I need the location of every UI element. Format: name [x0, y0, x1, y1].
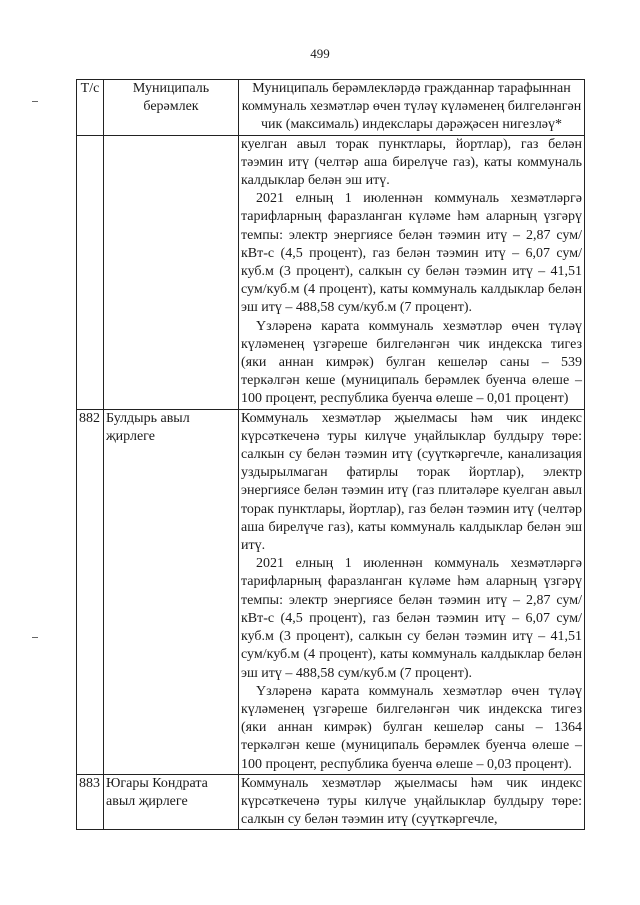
description-paragraph: 2021 елның 1 июленнән коммуналь хезмәтләргә тарифларның фаразланган күләме һәм аларның үзгәрү темпы: электр энергиясе белән тәэмин итү – 2,87 сум/кВт-с (4,5 процент), газ белән тәэмин итү – 6,07 сум/куб.м (3 процент), салкын су белән тәэмин итү – 41,51 сум/куб.м (4 процент), каты коммуналь калдыклар белән эш итү – 488,58 сум/куб.м (7 процент).: [241, 191, 582, 316]
description-paragraph: Үзләренә карата коммуналь хезмәтләр өчен түләү күләменең үзгәреше билгеләнгән чик индекска тигез (яки аннан кимрәк) булган кешеләр саны – 539 теркәлгән кеше (муниципаль берәмлек буенча өлеше – 100 процент, республика буенча өлеше – 0,01 процент): [241, 318, 582, 407]
row-description: [239, 409, 585, 774]
row-num: 882: [77, 409, 104, 774]
description-paragraph: Үзләренә карата коммуналь хезмәтләр өчен түләү күләменең үзгәреше билгеләнгән чик индекска тигез (яки аннан кимрәк) булган кешеләр саны – 1364 теркәлгән кеше (муниципаль берәмлек буенча өлеше – 100 процент, республика буенча өлеше – 0,03 процент).: [241, 683, 582, 772]
row-num: 883: [77, 774, 104, 830]
table-header-row: [77, 80, 585, 136]
row-num: [77, 135, 104, 409]
description-paragraph: Коммуналь хезмәтләр җыелмасы һәм чик индекс күрсәткеченә туры килүче уңайлыклар булдыру төре: салкын су белән тәэмин итү (суүткәргечле, канализация уздырылмаган фатирлы торак йортлар), электр энергиясе белән тәэмин итү (газ плитәләре куелган авыл торак пунктлары, йортлар), газ белән тәэмин итү (челтәр аша бирелүче газ), каты коммуналь калдыклар белән эш итү.: [241, 410, 582, 554]
row-description: [239, 774, 585, 830]
row-municipality: [104, 135, 239, 409]
table-row: [77, 409, 585, 774]
margin-mark: [32, 101, 38, 102]
description-paragraph: Коммуналь хезмәтләр җыелмасы һәм чик индекс күрсәткеченә туры килүче уңайлыклар булдыру төре: салкын су белән тәэмин итү (суүткәргечле,: [241, 775, 582, 828]
table-row: [77, 135, 585, 409]
header-municipality: Муниципаль берәмлек: [104, 80, 239, 136]
tariff-table: [76, 79, 585, 830]
description-paragraph: куелган авыл торак пунктлары, йортлар), газ белән тәэмин итү (челтәр аша бирелүче газ), каты коммуналь калдыклар белән эш итү.: [241, 136, 582, 189]
description-paragraph: 2021 елның 1 июленнән коммуналь хезмәтләргә тарифларның фаразланган күләме һәм аларның үзгәрү темпы: электр энергиясе белән тәэмин итү – 2,87 сум/кВт-с (4,5 процент), газ белән тәэмин итү – 6,07 сум/куб.м (3 процент), салкын су белән тәэмин итү – 41,51 сум/куб.м (4 процент), каты коммуналь калдыклар белән эш итү – 488,58 сум/куб.м (7 процент).: [241, 556, 582, 681]
row-municipality: Булдырь авыл җирлеге: [104, 409, 239, 774]
margin-mark: [32, 637, 38, 638]
row-municipality: Югары Кондрата авыл җирлеге: [104, 774, 239, 830]
header-description: Муниципаль берәмлекләрдә гражданнар тарафыннан коммуналь хезмәтләр өчен түләү күләменең билгеләнгән чик (максималь) индекслары дәрәҗәсен нигезләү*: [239, 80, 585, 136]
header-num: Т/с: [77, 80, 104, 136]
page-number: 499: [310, 46, 330, 61]
row-description: [239, 135, 585, 409]
table-row: [77, 774, 585, 830]
